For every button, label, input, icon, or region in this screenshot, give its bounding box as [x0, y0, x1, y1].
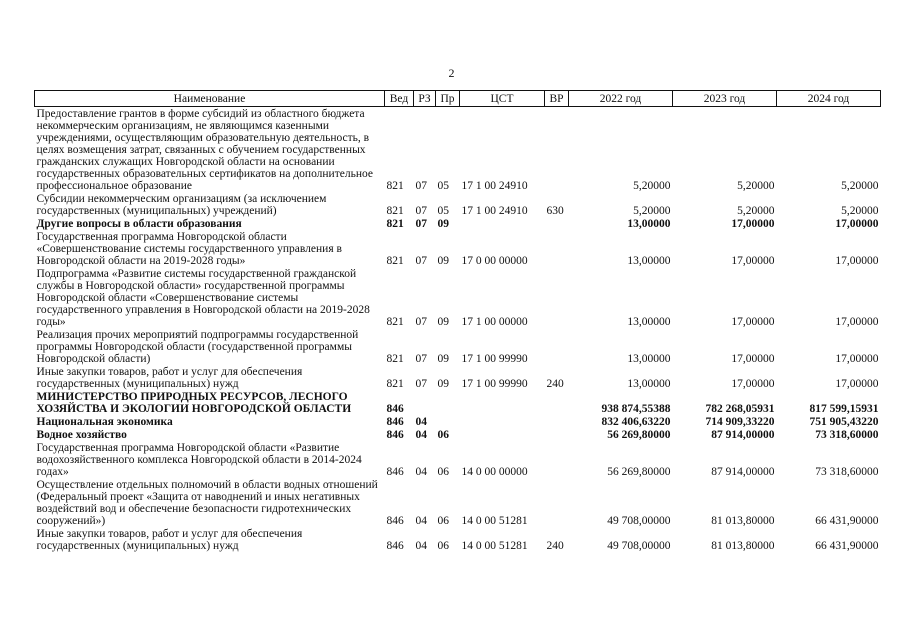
- row-2024-cell: 17,00000: [835, 316, 879, 328]
- row-2022-cell: 49 708,00000: [607, 515, 671, 527]
- row-2024-cell: 17,00000: [835, 353, 879, 365]
- row-2023-cell: 87 914,00000: [711, 466, 775, 478]
- row-2022-cell: 13,00000: [627, 255, 671, 267]
- row-ved-cell: 821: [386, 378, 404, 390]
- row-rz-cell: [414, 390, 436, 415]
- column-header-vr: ВР: [545, 91, 569, 107]
- row-2022-cell: 49 708,00000: [607, 540, 671, 552]
- row-2023-cell: 714 909,33220: [705, 416, 775, 428]
- row-pr-cell: 09: [437, 378, 449, 390]
- budget-table: [34, 90, 881, 552]
- row-cst-cell: 17 1 00 24910: [461, 180, 528, 192]
- row-name-cell: Иные закупки товаров, работ и услуг для обеспечения государственных (муниципальных) нужд: [36, 528, 303, 552]
- row-cst-cell: [460, 415, 545, 428]
- row-pr-cell: 06: [437, 429, 449, 441]
- row-vr-cell: 240: [546, 540, 564, 552]
- row-vr-cell: [545, 267, 569, 328]
- row-ved-cell: 846: [386, 515, 404, 527]
- row-2022-cell: 13,00000: [627, 218, 671, 230]
- row-pr-cell: 09: [437, 353, 449, 365]
- column-header-name: Наименование: [35, 91, 385, 107]
- table-row: [35, 415, 881, 428]
- row-name-cell: Национальная экономика: [36, 416, 173, 428]
- table-row: [35, 107, 881, 193]
- row-name-cell: Осуществление отдельных полномочий в области водных отношений (Федеральный проект «Защита от наводнений и иных негативных воздействий вод и обеспечение безопасности гидротехнических сооружений»): [36, 479, 378, 527]
- row-2022-cell: 56 269,80000: [607, 466, 671, 478]
- row-cst-cell: 17 1 00 00000: [461, 316, 528, 328]
- row-2022-cell: 938 874,55388: [601, 403, 671, 415]
- row-ved-cell: 846: [386, 403, 404, 415]
- row-rz-cell: 04: [415, 429, 427, 441]
- row-2024-cell: 5,20000: [841, 180, 879, 192]
- row-2022-cell: 5,20000: [633, 205, 671, 217]
- row-pr-cell: 09: [437, 316, 449, 328]
- row-vr-cell: [545, 328, 569, 365]
- row-pr-cell: 06: [437, 540, 449, 552]
- row-rz-cell: 07: [415, 378, 427, 390]
- row-2024-cell: 73 318,60000: [815, 429, 879, 441]
- row-pr-cell: 05: [437, 205, 449, 217]
- row-pr-cell: [436, 390, 460, 415]
- row-pr-cell: 09: [437, 218, 449, 230]
- row-name-cell: Другие вопросы в области образования: [36, 218, 242, 230]
- table-row: [35, 365, 881, 390]
- row-vr-cell: [545, 441, 569, 478]
- row-2024-cell: 66 431,90000: [815, 515, 879, 527]
- row-vr-cell: [545, 390, 569, 415]
- row-cst-cell: 14 0 00 51281: [461, 515, 528, 527]
- row-vr-cell: [545, 428, 569, 441]
- row-2022-cell: 13,00000: [627, 353, 671, 365]
- row-name-cell: Реализация прочих мероприятий подпрограммы государственной программы Новгородской области (государственной программы Новгородской области): [36, 329, 359, 365]
- row-2022-cell: 832 406,63220: [601, 416, 671, 428]
- row-rz-cell: 07: [415, 316, 427, 328]
- row-ved-cell: 821: [386, 180, 404, 192]
- row-2023-cell: 17,00000: [731, 255, 775, 267]
- row-vr-cell: [545, 230, 569, 267]
- table-row: [35, 192, 881, 217]
- row-ved-cell: 821: [386, 353, 404, 365]
- row-ved-cell: 846: [386, 540, 404, 552]
- row-2024-cell: 17,00000: [835, 378, 879, 390]
- row-pr-cell: 06: [437, 515, 449, 527]
- row-2023-cell: 17,00000: [731, 316, 775, 328]
- row-rz-cell: 07: [415, 255, 427, 267]
- row-name-cell: Субсидии некоммерческим организациям (за исключением государственных (муниципальных) учреждений): [36, 193, 327, 217]
- row-ved-cell: 821: [386, 205, 404, 217]
- row-name-cell: Государственная программа Новгородской области «Совершенствование системы государственного управления в Новгородской области на 2019-2028 годы»: [36, 231, 342, 267]
- column-header-2024: 2024 год: [777, 91, 881, 107]
- table-row: [35, 217, 881, 230]
- row-vr-cell: [545, 217, 569, 230]
- column-header-rz: РЗ: [414, 91, 436, 107]
- row-name-cell: Подпрограмма «Развитие системы государственной гражданской службы в Новгородской области» государственной программы Новгородской области «Совершенствование системы государственного управления в Новгородской области на 2019-2028 годы»: [36, 268, 370, 328]
- row-vr-cell: 240: [546, 378, 564, 390]
- row-cst-cell: 14 0 00 51281: [461, 540, 528, 552]
- table-row: [35, 390, 881, 415]
- row-rz-cell: 04: [415, 416, 427, 428]
- row-cst-cell: 17 1 00 99990: [461, 353, 528, 365]
- table-row: [35, 441, 881, 478]
- column-header-2023: 2023 год: [673, 91, 777, 107]
- row-vr-cell: [545, 415, 569, 428]
- column-header-cst: ЦСТ: [460, 91, 545, 107]
- row-rz-cell: 04: [415, 540, 427, 552]
- row-2024-cell: 5,20000: [841, 205, 879, 217]
- table-body: [35, 107, 881, 553]
- row-2023-cell: 17,00000: [731, 378, 775, 390]
- row-2022-cell: 13,00000: [627, 316, 671, 328]
- table-header-row: [35, 91, 881, 107]
- table-row: [35, 428, 881, 441]
- row-name-cell: МИНИСТЕРСТВО ПРИРОДНЫХ РЕСУРСОВ, ЛЕСНОГО ХОЗЯЙСТВА И ЭКОЛОГИИ НОВГОРОДСКОЙ ОБЛАСТИ: [36, 391, 352, 415]
- row-rz-cell: 07: [415, 205, 427, 217]
- row-cst-cell: [460, 390, 545, 415]
- row-rz-cell: 07: [415, 353, 427, 365]
- row-2023-cell: 5,20000: [737, 180, 775, 192]
- page-number: 2: [448, 66, 455, 80]
- row-name-cell: Иные закупки товаров, работ и услуг для обеспечения государственных (муниципальных) нужд: [36, 366, 303, 390]
- row-rz-cell: 07: [415, 180, 427, 192]
- row-ved-cell: 846: [386, 416, 404, 428]
- row-2024-cell: 17,00000: [835, 255, 879, 267]
- column-header-2022: 2022 год: [569, 91, 673, 107]
- table-row: [35, 527, 881, 552]
- row-2023-cell: 5,20000: [737, 205, 775, 217]
- table-row: [35, 230, 881, 267]
- row-2022-cell: 5,20000: [633, 180, 671, 192]
- row-2022-cell: 13,00000: [627, 378, 671, 390]
- row-cst-cell: 17 1 00 24910: [461, 205, 528, 217]
- row-name-cell: Предоставление грантов в форме субсидий из областного бюджета некоммерческим организациям, не являющимся казенными учреждениями, осуществляющим образовательную деятельность, в целях возмещения затрат, связанных с обучением государственных гражданских служащих Новгородской области на основании государственных образовательных сертификатов на дополнительное профессиональное образование: [36, 108, 373, 192]
- table-row: [35, 478, 881, 527]
- row-name-cell: Государственная программа Новгородской области «Развитие водохозяйственного комплекса Новгородской области в 2014-2024 годах»: [36, 442, 362, 478]
- row-2023-cell: 17,00000: [731, 218, 775, 230]
- row-ved-cell: 846: [386, 466, 404, 478]
- row-ved-cell: 846: [386, 429, 404, 441]
- row-cst-cell: 17 0 00 00000: [461, 255, 528, 267]
- column-header-ved: Вед: [385, 91, 414, 107]
- row-cst-cell: [460, 428, 545, 441]
- row-2023-cell: 81 013,80000: [711, 515, 775, 527]
- row-2023-cell: 81 013,80000: [711, 540, 775, 552]
- row-ved-cell: 821: [386, 255, 404, 267]
- row-rz-cell: 07: [415, 218, 427, 230]
- row-2024-cell: 17,00000: [835, 218, 879, 230]
- row-cst-cell: [460, 217, 545, 230]
- row-cst-cell: 17 1 00 99990: [461, 378, 528, 390]
- row-2024-cell: 73 318,60000: [815, 466, 879, 478]
- row-name-cell: Водное хозяйство: [36, 429, 127, 441]
- row-rz-cell: 04: [415, 466, 427, 478]
- row-2024-cell: 66 431,90000: [815, 540, 879, 552]
- row-2023-cell: 17,00000: [731, 353, 775, 365]
- row-pr-cell: [436, 415, 460, 428]
- row-ved-cell: 821: [386, 218, 404, 230]
- row-ved-cell: 821: [386, 316, 404, 328]
- row-vr-cell: [545, 107, 569, 193]
- row-rz-cell: 04: [415, 515, 427, 527]
- row-2024-cell: 817 599,15931: [809, 403, 879, 415]
- row-2023-cell: 782 268,05931: [705, 403, 775, 415]
- row-pr-cell: 06: [437, 466, 449, 478]
- row-pr-cell: 05: [437, 180, 449, 192]
- column-header-pr: Пр: [436, 91, 460, 107]
- row-cst-cell: 14 0 00 00000: [461, 466, 528, 478]
- table-row: [35, 328, 881, 365]
- row-2022-cell: 56 269,80000: [607, 429, 671, 441]
- row-2023-cell: 87 914,00000: [711, 429, 775, 441]
- table-row: [35, 267, 881, 328]
- row-2024-cell: 751 905,43220: [809, 416, 879, 428]
- row-vr-cell: 630: [546, 205, 564, 217]
- row-pr-cell: 09: [437, 255, 449, 267]
- row-vr-cell: [545, 478, 569, 527]
